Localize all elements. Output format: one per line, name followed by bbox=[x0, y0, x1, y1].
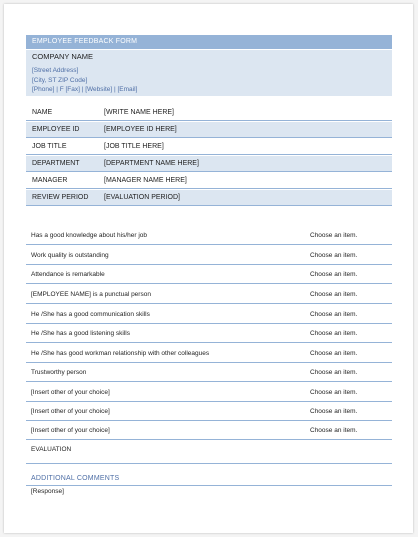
additional-comments-heading bbox=[26, 472, 392, 486]
company-address-block bbox=[26, 64, 392, 96]
evaluation-row bbox=[26, 440, 392, 464]
document-page bbox=[4, 4, 413, 533]
feedback-row bbox=[26, 383, 392, 402]
feedback-row bbox=[26, 285, 392, 304]
city-state-zip[interactable]: [City, ST ZIP Code] bbox=[32, 76, 88, 84]
feedback-question: He /She has good workman relationship with other colleagues bbox=[31, 350, 210, 357]
info-value-field[interactable]: [MANAGER NAME HERE] bbox=[104, 177, 187, 184]
info-value-field[interactable]: [WRITE NAME HERE] bbox=[104, 109, 175, 116]
feedback-row bbox=[26, 265, 392, 284]
additional-comments-label: ADDITIONAL COMMENTS bbox=[31, 475, 120, 482]
info-value-field[interactable]: [EVALUATION PERIOD] bbox=[104, 194, 180, 201]
street-address[interactable]: [Street Address] bbox=[32, 67, 79, 74]
info-row bbox=[26, 139, 392, 155]
feedback-question: He /She has a good communication skills bbox=[31, 311, 150, 318]
feedback-row bbox=[26, 324, 392, 343]
info-label: REVIEW PERIOD bbox=[32, 194, 89, 201]
rating-dropdown[interactable]: Choose an item. bbox=[310, 291, 358, 298]
feedback-row bbox=[26, 402, 392, 421]
info-value-field[interactable]: [DEPARTMENT NAME HERE] bbox=[104, 160, 199, 167]
info-label: NAME bbox=[32, 109, 53, 116]
info-value-field[interactable]: [JOB TITLE HERE] bbox=[104, 143, 164, 150]
rating-dropdown[interactable]: Choose an item. bbox=[310, 427, 358, 434]
feedback-row bbox=[26, 421, 392, 440]
rating-dropdown[interactable]: Choose an item. bbox=[310, 330, 358, 337]
info-label: EMPLOYEE ID bbox=[32, 126, 80, 133]
feedback-question: [Insert other of your choice] bbox=[31, 408, 110, 415]
form-title: EMPLOYEE FEEDBACK FORM bbox=[26, 35, 392, 49]
info-row bbox=[26, 156, 392, 172]
info-row bbox=[26, 190, 392, 206]
info-label: DEPARTMENT bbox=[32, 160, 80, 167]
feedback-question: Work quality is outstanding bbox=[31, 252, 109, 259]
feedback-question: Trustworthy person bbox=[31, 369, 87, 376]
feedback-row bbox=[26, 226, 392, 245]
info-value-field[interactable]: [EMPLOYEE ID HERE] bbox=[104, 126, 177, 133]
feedback-row bbox=[26, 246, 392, 265]
evaluation-label: EVALUATION bbox=[31, 446, 72, 453]
rating-dropdown[interactable]: Choose an item. bbox=[310, 408, 358, 415]
feedback-row bbox=[26, 305, 392, 324]
feedback-row bbox=[26, 363, 392, 382]
rating-dropdown[interactable]: Choose an item. bbox=[310, 389, 358, 396]
feedback-question: [Insert other of your choice] bbox=[31, 427, 110, 434]
feedback-question: Attendance is remarkable bbox=[31, 271, 105, 278]
rating-dropdown[interactable]: Choose an item. bbox=[310, 350, 358, 357]
info-row bbox=[26, 105, 392, 121]
response-field[interactable]: [Response] bbox=[31, 488, 64, 495]
rating-dropdown[interactable]: Choose an item. bbox=[310, 252, 358, 259]
info-row bbox=[26, 173, 392, 189]
contact-line[interactable]: [Phone] | F [Fax] | [Website] | [Email] bbox=[32, 86, 138, 93]
info-row bbox=[26, 122, 392, 138]
rating-dropdown[interactable]: Choose an item. bbox=[310, 232, 358, 239]
info-label: MANAGER bbox=[32, 177, 68, 184]
rating-dropdown[interactable]: Choose an item. bbox=[310, 369, 358, 376]
rating-dropdown[interactable]: Choose an item. bbox=[310, 311, 358, 318]
feedback-row bbox=[26, 344, 392, 363]
feedback-question: Has a good knowledge about his/her job bbox=[31, 232, 147, 239]
rating-dropdown[interactable]: Choose an item. bbox=[310, 271, 358, 278]
feedback-question: [Insert other of your choice] bbox=[31, 389, 110, 396]
company-name[interactable]: COMPANY NAME bbox=[26, 50, 392, 64]
feedback-question: [EMPLOYEE NAME] is a punctual person bbox=[31, 291, 151, 298]
feedback-question: He /She has a good listening skills bbox=[31, 330, 131, 337]
info-label: JOB TITLE bbox=[32, 143, 67, 150]
